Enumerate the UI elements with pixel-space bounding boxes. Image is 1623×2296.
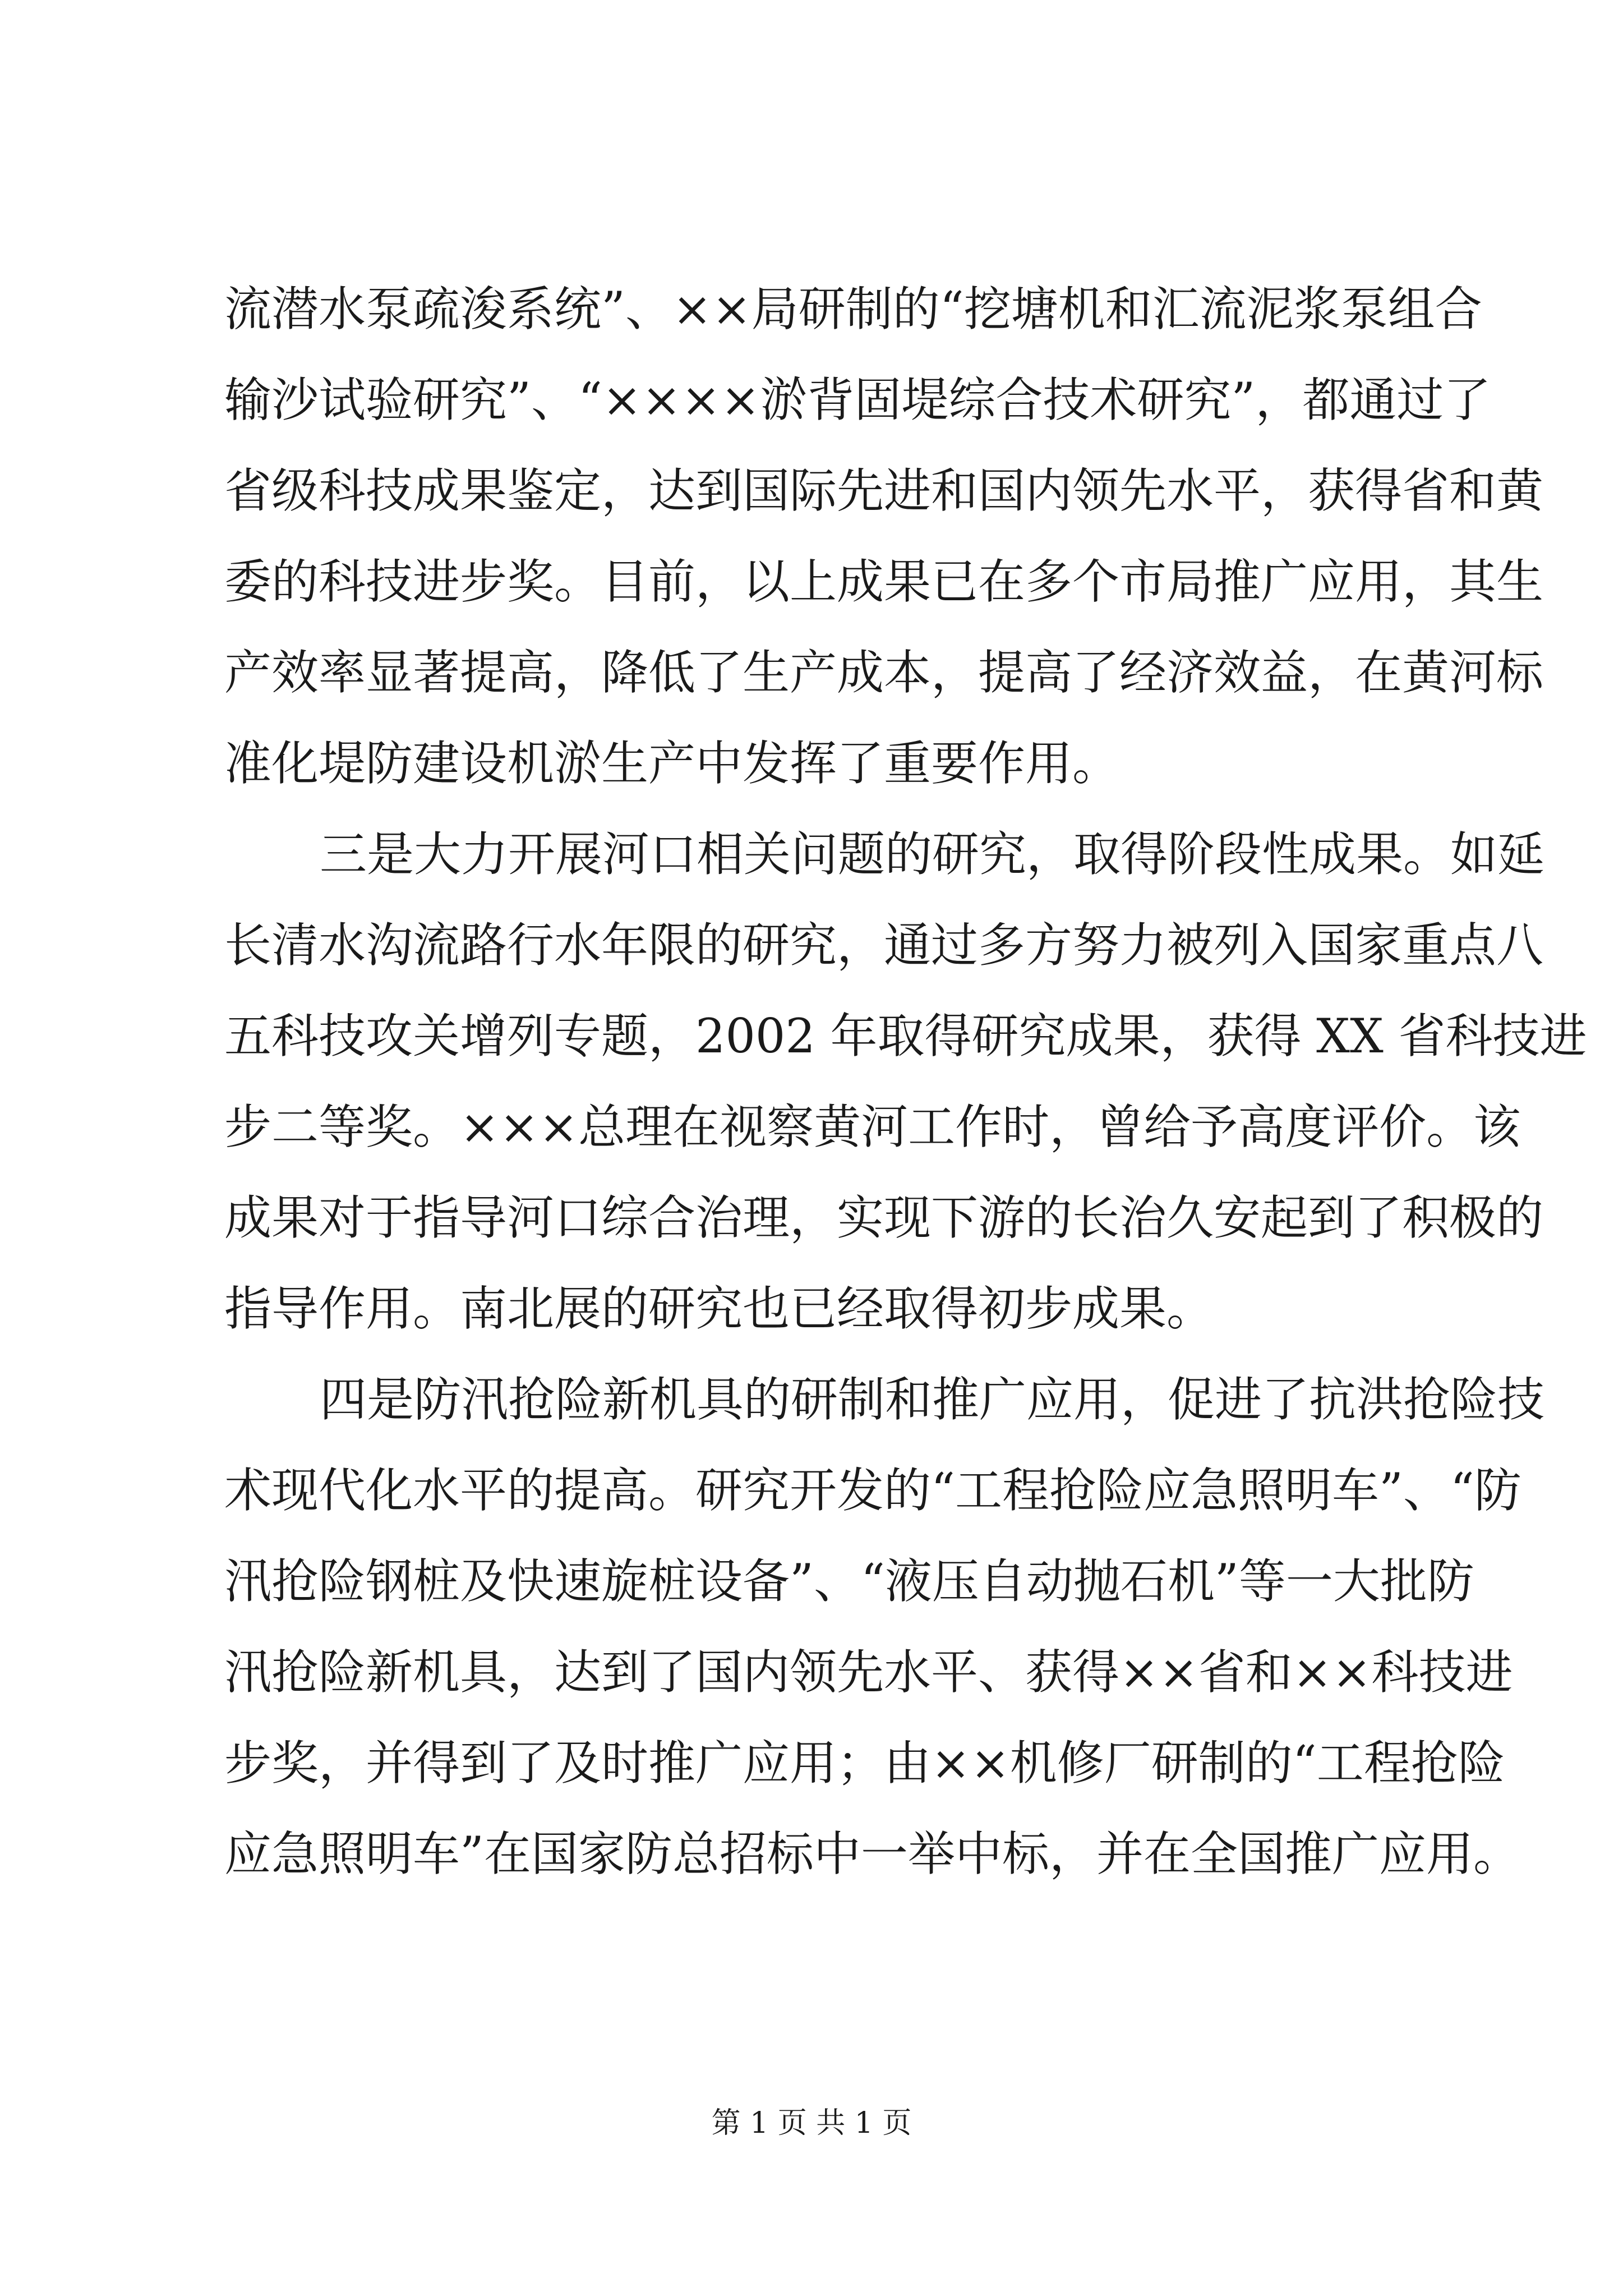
paragraph-start-line: 三是大力开展河口相关问题的研究，取得阶段性成果。如延	[320, 827, 1545, 882]
text-line: 指导作用。南北展的研究也已经取得初步成果。	[224, 1281, 1214, 1336]
text-line: 委的科技进步奖。目前，以上成果已在多个市局推广应用，其生	[224, 554, 1544, 609]
text-line: 步二等奖。×××总理在视察黄河工作时，曾给予高度评价。该	[224, 1099, 1521, 1154]
text-line: 省级科技成果鉴定，达到国际先进和国内领先水平，获得省和黄	[224, 463, 1544, 518]
text-line: 术现代化水平的提高。研究开发的“工程抢险应急照明车”、“防	[224, 1463, 1521, 1518]
text-line: 准化堤防建设机淤生产中发挥了重要作用。	[224, 736, 1120, 791]
text-line: 流潜水泵疏浚系统”、××局研制的“挖塘机和汇流泥浆泵组合	[224, 282, 1482, 337]
paragraph-start-line: 四是防汛抢险新机具的研制和推广应用，促进了抗洪抢险技	[320, 1372, 1545, 1427]
text-line: 步奖，并得到了及时推广应用；由××机修厂研制的“工程抢险	[224, 1736, 1505, 1791]
text-line: 产效率显著提高，降低了生产成本，提高了经济效益，在黄河标	[224, 645, 1544, 700]
text-line: 长清水沟流路行水年限的研究，通过多方努力被列入国家重点八	[224, 918, 1544, 973]
text-line: 应急照明车”在国家防总招标中一举中标，并在全国推广应用。	[224, 1826, 1520, 1881]
text-line: 汛抢险钢桩及快速旋桩设备”、“液压自动抛石机”等一大批防	[224, 1554, 1474, 1609]
page-number-label: 第 1 页 共 1 页	[711, 2106, 912, 2140]
document-body	[224, 264, 1587, 1899]
text-line: 成果对于指导河口综合治理，实现下游的长治久安起到了积极的	[224, 1190, 1544, 1245]
text-line: 输沙试验研究”、“××××淤背固堤综合技术研究”，都通过了	[224, 372, 1491, 427]
page-footer	[0, 2104, 1623, 2143]
text-line: 汛抢险新机具，达到了国内领先水平、获得××省和××科技进	[224, 1645, 1513, 1700]
text-line: 五科技攻关增列专题，2002 年取得研究成果，获得 XX 省科技进	[224, 1009, 1587, 1064]
